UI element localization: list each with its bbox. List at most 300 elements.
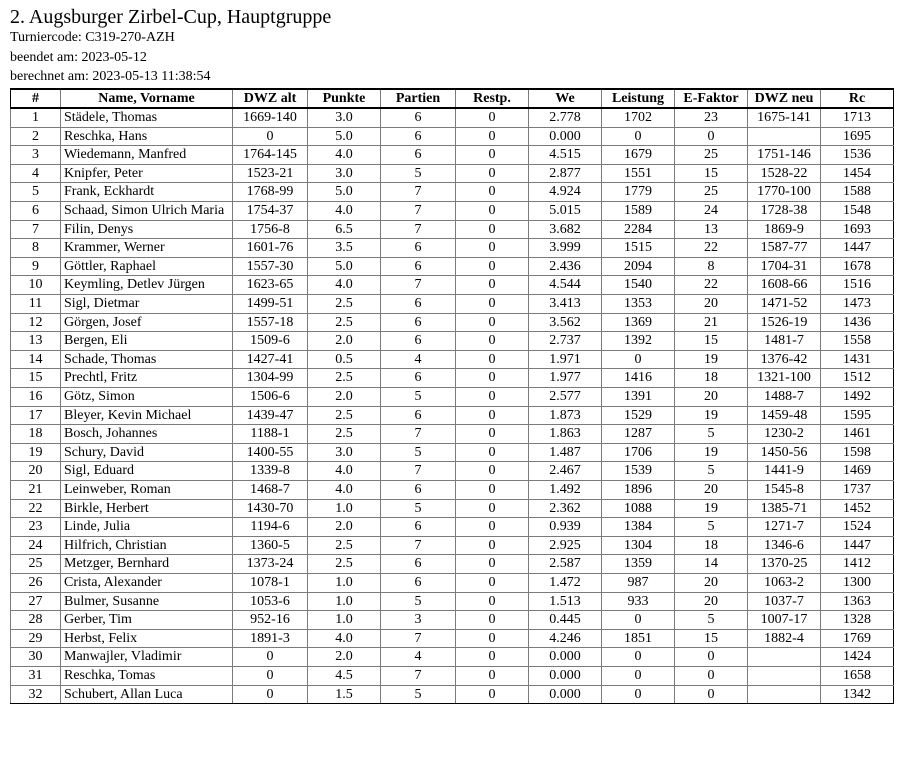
cell-rc: 1461 bbox=[821, 425, 894, 444]
cell-dwz-alt: 1430-70 bbox=[233, 499, 308, 518]
results-table bbox=[10, 88, 894, 705]
cell-rank: 29 bbox=[11, 629, 61, 648]
cell-dwz-neu: 1545-8 bbox=[748, 480, 821, 499]
cell-dwz-neu: 1526-19 bbox=[748, 313, 821, 332]
col-punkte: Punkte bbox=[308, 89, 381, 109]
cell-partien: 6 bbox=[381, 146, 456, 165]
cell-restp: 0 bbox=[456, 332, 529, 351]
cell-rank: 20 bbox=[11, 462, 61, 481]
cell-e-faktor: 20 bbox=[675, 592, 748, 611]
table-row bbox=[11, 425, 894, 444]
cell-restp: 0 bbox=[456, 257, 529, 276]
cell-name: Bleyer, Kevin Michael bbox=[61, 406, 233, 425]
cell-punkte: 1.0 bbox=[308, 573, 381, 592]
cell-restp: 0 bbox=[456, 685, 529, 704]
cell-we: 0.000 bbox=[529, 685, 602, 704]
cell-we: 1.472 bbox=[529, 573, 602, 592]
cell-restp: 0 bbox=[456, 146, 529, 165]
cell-rc: 1447 bbox=[821, 536, 894, 555]
cell-we: 0.000 bbox=[529, 127, 602, 146]
cell-partien: 7 bbox=[381, 666, 456, 685]
cell-e-faktor: 25 bbox=[675, 183, 748, 202]
cell-rc: 1598 bbox=[821, 443, 894, 462]
table-row bbox=[11, 257, 894, 276]
cell-rank: 12 bbox=[11, 313, 61, 332]
cell-we: 1.513 bbox=[529, 592, 602, 611]
cell-name: Reschka, Hans bbox=[61, 127, 233, 146]
cell-restp: 0 bbox=[456, 295, 529, 314]
cell-dwz-alt: 1523-21 bbox=[233, 164, 308, 183]
cell-e-faktor: 19 bbox=[675, 443, 748, 462]
cell-rank: 13 bbox=[11, 332, 61, 351]
cell-rank: 3 bbox=[11, 146, 61, 165]
cell-dwz-neu: 1037-7 bbox=[748, 592, 821, 611]
cell-leistung: 1851 bbox=[602, 629, 675, 648]
cell-dwz-neu: 1370-25 bbox=[748, 555, 821, 574]
cell-rank: 26 bbox=[11, 573, 61, 592]
cell-rc: 1447 bbox=[821, 239, 894, 258]
cell-rc: 1658 bbox=[821, 666, 894, 685]
cell-rc: 1473 bbox=[821, 295, 894, 314]
cell-dwz-alt: 1506-6 bbox=[233, 388, 308, 407]
cell-punkte: 2.5 bbox=[308, 369, 381, 388]
cell-rank: 22 bbox=[11, 499, 61, 518]
cell-restp: 0 bbox=[456, 611, 529, 630]
cell-punkte: 5.0 bbox=[308, 183, 381, 202]
cell-we: 1.487 bbox=[529, 443, 602, 462]
cell-dwz-neu: 1728-38 bbox=[748, 202, 821, 221]
finished-date: beendet am: 2023-05-12 bbox=[10, 49, 147, 65]
cell-rc: 1548 bbox=[821, 202, 894, 221]
cell-rank: 7 bbox=[11, 220, 61, 239]
cell-restp: 0 bbox=[456, 666, 529, 685]
cell-rank: 27 bbox=[11, 592, 61, 611]
cell-name: Bergen, Eli bbox=[61, 332, 233, 351]
cell-name: Wiedemann, Manfred bbox=[61, 146, 233, 165]
cell-rc: 1436 bbox=[821, 313, 894, 332]
cell-rc: 1695 bbox=[821, 127, 894, 146]
col-dwz-neu: DWZ neu bbox=[748, 89, 821, 109]
cell-e-faktor: 14 bbox=[675, 555, 748, 574]
cell-dwz-neu: 1675-141 bbox=[748, 108, 821, 127]
cell-leistung: 1529 bbox=[602, 406, 675, 425]
cell-punkte: 1.5 bbox=[308, 685, 381, 704]
table-row bbox=[11, 573, 894, 592]
cell-name: Städele, Thomas bbox=[61, 108, 233, 127]
cell-punkte: 2.5 bbox=[308, 295, 381, 314]
cell-punkte: 2.5 bbox=[308, 425, 381, 444]
table-row bbox=[11, 239, 894, 258]
cell-partien: 5 bbox=[381, 685, 456, 704]
cell-punkte: 2.5 bbox=[308, 313, 381, 332]
table-row bbox=[11, 276, 894, 295]
cell-we: 2.737 bbox=[529, 332, 602, 351]
cell-we: 1.863 bbox=[529, 425, 602, 444]
cell-partien: 6 bbox=[381, 313, 456, 332]
cell-restp: 0 bbox=[456, 276, 529, 295]
cell-partien: 7 bbox=[381, 202, 456, 221]
cell-punkte: 5.0 bbox=[308, 127, 381, 146]
cell-partien: 5 bbox=[381, 592, 456, 611]
cell-rc: 1328 bbox=[821, 611, 894, 630]
cell-leistung: 0 bbox=[602, 350, 675, 369]
cell-we: 1.492 bbox=[529, 480, 602, 499]
cell-punkte: 3.0 bbox=[308, 443, 381, 462]
cell-dwz-alt: 1194-6 bbox=[233, 518, 308, 537]
cell-rank: 4 bbox=[11, 164, 61, 183]
cell-rc: 1536 bbox=[821, 146, 894, 165]
cell-rc: 1524 bbox=[821, 518, 894, 537]
cell-partien: 6 bbox=[381, 480, 456, 499]
cell-rank: 10 bbox=[11, 276, 61, 295]
cell-dwz-alt: 0 bbox=[233, 685, 308, 704]
cell-dwz-neu: 1007-17 bbox=[748, 611, 821, 630]
cell-e-faktor: 22 bbox=[675, 239, 748, 258]
cell-rc: 1454 bbox=[821, 164, 894, 183]
cell-punkte: 4.0 bbox=[308, 146, 381, 165]
cell-e-faktor: 15 bbox=[675, 629, 748, 648]
cell-dwz-alt: 0 bbox=[233, 127, 308, 146]
cell-leistung: 1896 bbox=[602, 480, 675, 499]
cell-dwz-alt: 1768-99 bbox=[233, 183, 308, 202]
cell-partien: 7 bbox=[381, 629, 456, 648]
cell-punkte: 2.5 bbox=[308, 406, 381, 425]
cell-partien: 7 bbox=[381, 462, 456, 481]
cell-leistung: 1353 bbox=[602, 295, 675, 314]
table-row bbox=[11, 295, 894, 314]
page-title: 2. Augsburger Zirbel-Cup, Hauptgruppe bbox=[10, 6, 332, 28]
cell-dwz-alt: 1601-76 bbox=[233, 239, 308, 258]
cell-e-faktor: 18 bbox=[675, 369, 748, 388]
cell-name: Sigl, Eduard bbox=[61, 462, 233, 481]
cell-e-faktor: 19 bbox=[675, 499, 748, 518]
cell-we: 1.977 bbox=[529, 369, 602, 388]
cell-dwz-alt: 1557-18 bbox=[233, 313, 308, 332]
cell-name: Schubert, Allan Luca bbox=[61, 685, 233, 704]
cell-we: 0.000 bbox=[529, 666, 602, 685]
cell-dwz-alt: 0 bbox=[233, 666, 308, 685]
cell-rc: 1678 bbox=[821, 257, 894, 276]
cell-dwz-alt: 1509-6 bbox=[233, 332, 308, 351]
cell-leistung: 1304 bbox=[602, 536, 675, 555]
col-restp: Restp. bbox=[456, 89, 529, 109]
cell-e-faktor: 8 bbox=[675, 257, 748, 276]
cell-restp: 0 bbox=[456, 239, 529, 258]
cell-we: 3.562 bbox=[529, 313, 602, 332]
cell-dwz-alt: 1360-5 bbox=[233, 536, 308, 555]
cell-name: Schury, David bbox=[61, 443, 233, 462]
cell-leistung: 1392 bbox=[602, 332, 675, 351]
cell-dwz-alt: 1557-30 bbox=[233, 257, 308, 276]
col-rc: Rc bbox=[821, 89, 894, 109]
calculated-date: berechnet am: 2023-05-13 11:38:54 bbox=[10, 69, 211, 84]
cell-rank: 15 bbox=[11, 369, 61, 388]
cell-e-faktor: 0 bbox=[675, 685, 748, 704]
cell-rc: 1512 bbox=[821, 369, 894, 388]
cell-restp: 0 bbox=[456, 480, 529, 499]
cell-name: Gerber, Tim bbox=[61, 611, 233, 630]
cell-dwz-alt: 1764-145 bbox=[233, 146, 308, 165]
cell-dwz-alt: 1439-47 bbox=[233, 406, 308, 425]
cell-e-faktor: 0 bbox=[675, 666, 748, 685]
cell-dwz-neu: 1385-71 bbox=[748, 499, 821, 518]
cell-punkte: 2.0 bbox=[308, 648, 381, 667]
table-row bbox=[11, 350, 894, 369]
cell-name: Sigl, Dietmar bbox=[61, 295, 233, 314]
cell-dwz-neu bbox=[748, 127, 821, 146]
cell-punkte: 6.5 bbox=[308, 220, 381, 239]
cell-dwz-neu: 1587-77 bbox=[748, 239, 821, 258]
cell-name: Bosch, Johannes bbox=[61, 425, 233, 444]
cell-rank: 6 bbox=[11, 202, 61, 221]
cell-we: 4.924 bbox=[529, 183, 602, 202]
col-name: Name, Vorname bbox=[61, 89, 233, 109]
cell-we: 2.877 bbox=[529, 164, 602, 183]
cell-restp: 0 bbox=[456, 499, 529, 518]
cell-restp: 0 bbox=[456, 518, 529, 537]
cell-e-faktor: 20 bbox=[675, 480, 748, 499]
cell-leistung: 1539 bbox=[602, 462, 675, 481]
cell-dwz-alt: 1304-99 bbox=[233, 369, 308, 388]
cell-dwz-neu: 1459-48 bbox=[748, 406, 821, 425]
cell-leistung: 0 bbox=[602, 648, 675, 667]
cell-leistung: 2094 bbox=[602, 257, 675, 276]
cell-we: 4.544 bbox=[529, 276, 602, 295]
cell-rank: 9 bbox=[11, 257, 61, 276]
cell-leistung: 0 bbox=[602, 127, 675, 146]
cell-dwz-neu: 1608-66 bbox=[748, 276, 821, 295]
cell-dwz-alt: 1623-65 bbox=[233, 276, 308, 295]
cell-name: Götz, Simon bbox=[61, 388, 233, 407]
cell-rank: 16 bbox=[11, 388, 61, 407]
cell-dwz-neu: 1704-31 bbox=[748, 257, 821, 276]
cell-rc: 1558 bbox=[821, 332, 894, 351]
cell-rc: 1412 bbox=[821, 555, 894, 574]
cell-partien: 3 bbox=[381, 611, 456, 630]
cell-partien: 5 bbox=[381, 388, 456, 407]
table-row bbox=[11, 369, 894, 388]
cell-e-faktor: 23 bbox=[675, 108, 748, 127]
table-row bbox=[11, 480, 894, 499]
cell-dwz-neu: 1882-4 bbox=[748, 629, 821, 648]
cell-rc: 1737 bbox=[821, 480, 894, 499]
table-row bbox=[11, 127, 894, 146]
cell-name: Keymling, Detlev Jürgen bbox=[61, 276, 233, 295]
cell-name: Görgen, Josef bbox=[61, 313, 233, 332]
cell-punkte: 2.0 bbox=[308, 332, 381, 351]
cell-rank: 24 bbox=[11, 536, 61, 555]
cell-e-faktor: 19 bbox=[675, 406, 748, 425]
cell-we: 3.413 bbox=[529, 295, 602, 314]
cell-dwz-alt: 1754-37 bbox=[233, 202, 308, 221]
cell-dwz-alt: 1756-8 bbox=[233, 220, 308, 239]
cell-leistung: 987 bbox=[602, 573, 675, 592]
col-rank: # bbox=[11, 89, 61, 109]
cell-e-faktor: 5 bbox=[675, 462, 748, 481]
cell-e-faktor: 19 bbox=[675, 350, 748, 369]
col-e-faktor: E-Faktor bbox=[675, 89, 748, 109]
cell-dwz-neu bbox=[748, 666, 821, 685]
cell-rank: 28 bbox=[11, 611, 61, 630]
cell-rc: 1588 bbox=[821, 183, 894, 202]
cell-partien: 6 bbox=[381, 555, 456, 574]
cell-name: Schade, Thomas bbox=[61, 350, 233, 369]
cell-leistung: 1369 bbox=[602, 313, 675, 332]
cell-partien: 6 bbox=[381, 573, 456, 592]
cell-e-faktor: 0 bbox=[675, 127, 748, 146]
cell-dwz-alt: 1427-41 bbox=[233, 350, 308, 369]
table-row bbox=[11, 536, 894, 555]
cell-punkte: 3.0 bbox=[308, 164, 381, 183]
cell-we: 2.467 bbox=[529, 462, 602, 481]
tournament-code: Turniercode: C319-270-AZH bbox=[10, 30, 175, 45]
cell-partien: 4 bbox=[381, 350, 456, 369]
cell-we: 2.778 bbox=[529, 108, 602, 127]
cell-name: Manwajler, Vladimir bbox=[61, 648, 233, 667]
cell-rc: 1431 bbox=[821, 350, 894, 369]
cell-e-faktor: 13 bbox=[675, 220, 748, 239]
cell-dwz-alt: 1188-1 bbox=[233, 425, 308, 444]
cell-leistung: 1589 bbox=[602, 202, 675, 221]
cell-rc: 1516 bbox=[821, 276, 894, 295]
cell-e-faktor: 5 bbox=[675, 518, 748, 537]
cell-leistung: 1779 bbox=[602, 183, 675, 202]
cell-restp: 0 bbox=[456, 220, 529, 239]
cell-dwz-alt: 1499-51 bbox=[233, 295, 308, 314]
cell-restp: 0 bbox=[456, 164, 529, 183]
cell-rc: 1342 bbox=[821, 685, 894, 704]
cell-leistung: 1287 bbox=[602, 425, 675, 444]
cell-dwz-neu: 1230-2 bbox=[748, 425, 821, 444]
cell-rank: 30 bbox=[11, 648, 61, 667]
cell-we: 2.577 bbox=[529, 388, 602, 407]
cell-restp: 0 bbox=[456, 536, 529, 555]
cell-dwz-neu: 1528-22 bbox=[748, 164, 821, 183]
cell-rank: 32 bbox=[11, 685, 61, 704]
cell-punkte: 3.0 bbox=[308, 108, 381, 127]
cell-dwz-neu: 1488-7 bbox=[748, 388, 821, 407]
cell-rank: 14 bbox=[11, 350, 61, 369]
cell-name: Hilfrich, Christian bbox=[61, 536, 233, 555]
cell-rank: 1 bbox=[11, 108, 61, 127]
cell-partien: 7 bbox=[381, 220, 456, 239]
cell-we: 2.362 bbox=[529, 499, 602, 518]
cell-dwz-neu: 1471-52 bbox=[748, 295, 821, 314]
table-row bbox=[11, 108, 894, 127]
cell-e-faktor: 18 bbox=[675, 536, 748, 555]
cell-rank: 25 bbox=[11, 555, 61, 574]
table-row bbox=[11, 443, 894, 462]
cell-dwz-neu: 1376-42 bbox=[748, 350, 821, 369]
cell-restp: 0 bbox=[456, 629, 529, 648]
cell-we: 0.939 bbox=[529, 518, 602, 537]
cell-dwz-neu bbox=[748, 685, 821, 704]
table-row bbox=[11, 462, 894, 481]
cell-restp: 0 bbox=[456, 350, 529, 369]
cell-we: 0.445 bbox=[529, 611, 602, 630]
cell-punkte: 0.5 bbox=[308, 350, 381, 369]
cell-punkte: 2.5 bbox=[308, 536, 381, 555]
cell-dwz-alt: 0 bbox=[233, 648, 308, 667]
cell-rc: 1769 bbox=[821, 629, 894, 648]
cell-partien: 7 bbox=[381, 536, 456, 555]
cell-partien: 6 bbox=[381, 406, 456, 425]
cell-we: 2.587 bbox=[529, 555, 602, 574]
table-row bbox=[11, 332, 894, 351]
table-row bbox=[11, 164, 894, 183]
cell-rc: 1693 bbox=[821, 220, 894, 239]
cell-e-faktor: 20 bbox=[675, 573, 748, 592]
cell-restp: 0 bbox=[456, 573, 529, 592]
cell-rank: 23 bbox=[11, 518, 61, 537]
cell-name: Metzger, Bernhard bbox=[61, 555, 233, 574]
cell-leistung: 1515 bbox=[602, 239, 675, 258]
cell-e-faktor: 5 bbox=[675, 425, 748, 444]
cell-leistung: 2284 bbox=[602, 220, 675, 239]
cell-rank: 19 bbox=[11, 443, 61, 462]
cell-name: Filin, Denys bbox=[61, 220, 233, 239]
cell-punkte: 1.0 bbox=[308, 592, 381, 611]
cell-we: 1.873 bbox=[529, 406, 602, 425]
cell-name: Frank, Eckhardt bbox=[61, 183, 233, 202]
cell-partien: 5 bbox=[381, 499, 456, 518]
cell-partien: 5 bbox=[381, 164, 456, 183]
cell-partien: 4 bbox=[381, 648, 456, 667]
cell-e-faktor: 25 bbox=[675, 146, 748, 165]
cell-we: 4.246 bbox=[529, 629, 602, 648]
col-partien: Partien bbox=[381, 89, 456, 109]
table-row bbox=[11, 202, 894, 221]
header-row bbox=[11, 89, 894, 109]
cell-dwz-neu: 1271-7 bbox=[748, 518, 821, 537]
cell-name: Herbst, Felix bbox=[61, 629, 233, 648]
cell-partien: 7 bbox=[381, 276, 456, 295]
cell-dwz-neu: 1481-7 bbox=[748, 332, 821, 351]
cell-e-faktor: 20 bbox=[675, 295, 748, 314]
cell-rank: 8 bbox=[11, 239, 61, 258]
cell-restp: 0 bbox=[456, 555, 529, 574]
cell-name: Prechtl, Fritz bbox=[61, 369, 233, 388]
cell-rc: 1492 bbox=[821, 388, 894, 407]
cell-dwz-neu: 1751-146 bbox=[748, 146, 821, 165]
cell-e-faktor: 21 bbox=[675, 313, 748, 332]
col-leistung: Leistung bbox=[602, 89, 675, 109]
table-row bbox=[11, 648, 894, 667]
cell-punkte: 2.5 bbox=[308, 555, 381, 574]
cell-dwz-alt: 1400-55 bbox=[233, 443, 308, 462]
table-row bbox=[11, 555, 894, 574]
cell-dwz-neu: 1321-100 bbox=[748, 369, 821, 388]
cell-partien: 5 bbox=[381, 443, 456, 462]
cell-punkte: 1.0 bbox=[308, 611, 381, 630]
cell-partien: 6 bbox=[381, 257, 456, 276]
cell-we: 3.999 bbox=[529, 239, 602, 258]
cell-leistung: 1088 bbox=[602, 499, 675, 518]
cell-rc: 1595 bbox=[821, 406, 894, 425]
cell-restp: 0 bbox=[456, 443, 529, 462]
cell-restp: 0 bbox=[456, 388, 529, 407]
cell-restp: 0 bbox=[456, 127, 529, 146]
cell-name: Crista, Alexander bbox=[61, 573, 233, 592]
cell-restp: 0 bbox=[456, 648, 529, 667]
cell-name: Linde, Julia bbox=[61, 518, 233, 537]
cell-rank: 21 bbox=[11, 480, 61, 499]
cell-e-faktor: 15 bbox=[675, 164, 748, 183]
table-row bbox=[11, 629, 894, 648]
cell-dwz-alt: 1669-140 bbox=[233, 108, 308, 127]
table-row bbox=[11, 499, 894, 518]
cell-we: 3.682 bbox=[529, 220, 602, 239]
